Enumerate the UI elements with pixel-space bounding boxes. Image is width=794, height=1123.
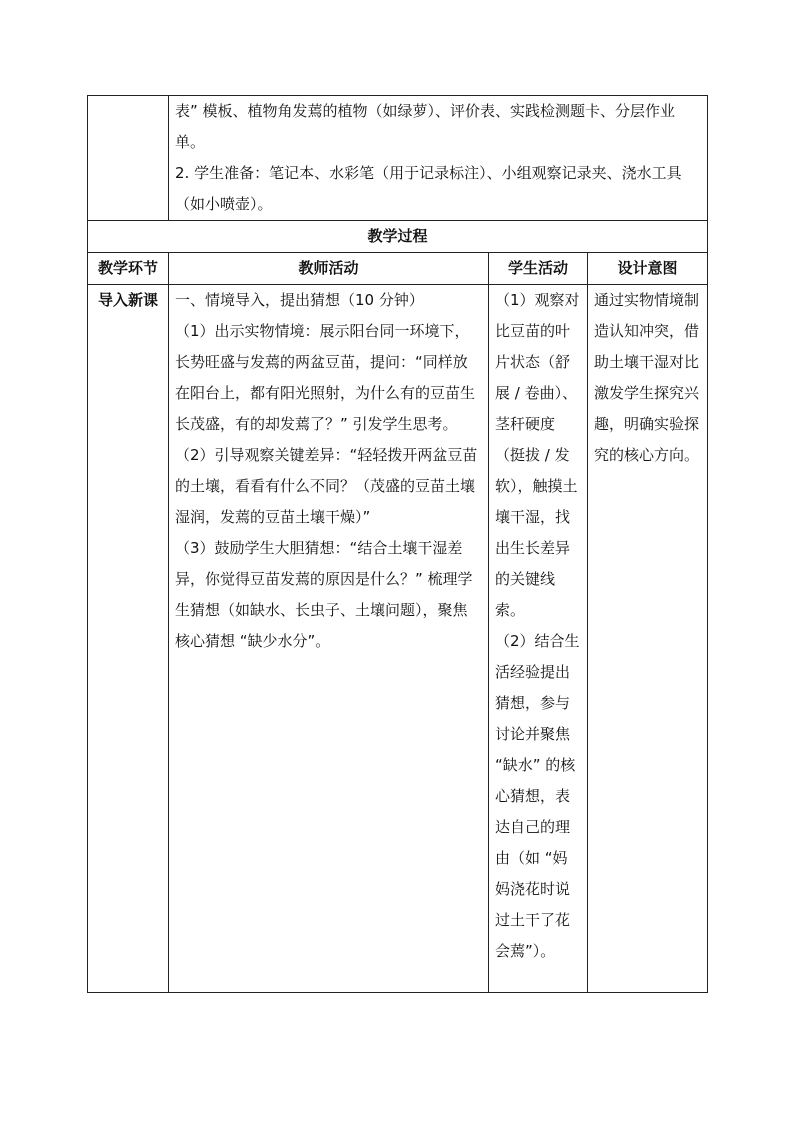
section-title-row	[88, 221, 708, 253]
teacher-activity-cell	[169, 285, 489, 993]
header-row	[88, 253, 708, 285]
header-stage: 教学环节	[88, 253, 169, 285]
section-title: 教学过程	[88, 221, 708, 253]
materials-teacher-text: 表” 模板、植物角发蔫的植物（如绿萝）、评价表、实践检测题卡、分层作业单。	[175, 102, 676, 151]
lesson-row-intro	[88, 285, 708, 993]
header-student: 学生活动	[489, 253, 588, 285]
materials-student-text: 2. 学生准备：笔记本、水彩笔（用于记录标注）、小组观察记录夹、浇水工具（如小喷壶）。	[175, 164, 682, 213]
materials-label-cell	[88, 96, 169, 221]
student-activity-cell	[489, 285, 588, 993]
lesson-plan-table	[87, 95, 708, 993]
header-intent: 设计意图	[588, 253, 708, 285]
header-teacher: 教师活动	[169, 253, 489, 285]
teacher-activity-step: （3）鼓励学生大胆猜想：“结合土壤干湿差异，你觉得豆苗发蔫的原因是什么？” 梳理学生猜想（如缺水、长虫子、土壤问题），聚焦核心猜想 “缺少水分”。	[175, 539, 473, 650]
teacher-activity-heading: 一、情境导入，提出猜想（10 分钟）	[175, 291, 424, 309]
materials-row	[88, 96, 708, 221]
student-activity-step: （1）观察对比豆苗的叶片状态（舒展 / 卷曲）、茎秆硬度（挺拔 / 发软），触摸土壤干湿，找出生长差异的关键线索。	[495, 291, 580, 619]
stage-cell: 导入新课	[88, 285, 169, 993]
teacher-activity-step: （1）出示实物情境：展示阳台同一环境下，长势旺盛与发蔫的两盆豆苗，提问：“同样放在阳台上，都有阳光照射，为什么有的豆苗生长茂盛，有的却发蔫了？” 引发学生思考。（2）引导观察关键差异：“轻轻拨开两盆豆苗的土壤，看看有什么不同？（茂盛的豆苗土壤湿润，发蔫的豆苗土壤干燥）”	[175, 322, 478, 526]
materials-cell	[169, 96, 708, 221]
design-intent-cell: 通过实物情境制造认知冲突，借助土壤干湿对比激发学生探究兴趣，明确实验探究的核心方向。	[588, 285, 708, 993]
student-activity-step: （2）结合生活经验提出猜想，参与讨论并聚焦 “缺水” 的核心猜想，表达自己的理由（如 “妈妈浇花时说过土干了花会蔫”）。	[495, 632, 580, 960]
